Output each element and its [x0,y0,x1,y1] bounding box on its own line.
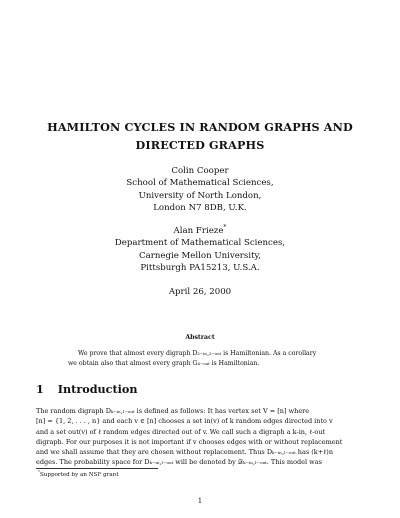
footnote-marker: * [223,224,227,232]
body-line: digraph. For our purposes it is not important if v chooses edges with or without replacement [36,437,343,446]
author-name-wrap [60,225,340,237]
body-line: edges. The probability space for Dₖ₋ᵢₙ,ₗ₋ₒᵤₜ will be denoted by 𝒟ₖ₋ᵢₙ,ₗ₋ₒᵤₜ. This model was [36,458,322,467]
author-name: Alan Frieze [173,226,224,236]
body-line: and we shall assume that they are chosen without replacement. Thus Dₖ₋ᵢₙ,ₗ₋ₒᵤₜ has (k+ℓ)n [36,448,334,457]
footnote-mark: * [38,469,40,475]
footnote-rule [36,468,158,469]
footnote [38,469,119,478]
affiliation-line: School of Mathematical Sciences, [126,178,274,189]
abstract-body [68,349,338,369]
page-number: 1 [197,497,203,505]
affiliation-line: Carnegie Mellon University, [139,250,261,261]
title-line-1: HAMILTON CYCLES IN RANDOM GRAPHS AND [47,120,353,134]
section-heading [36,382,137,396]
body-line: and a set out(v) of ℓ random edges directed out of v. We call such a digraph a k-in, ℓ-out [36,427,326,436]
abstract-line: We prove that almost every digraph D₂₋ᵢₙ,₂₋ₒᵤₜ is Hamiltonian. As a corollary [78,350,317,357]
author-block-1 [60,165,340,215]
affiliation-line: Pittsburgh PA15213, U.S.A. [140,263,260,274]
section-title: Introduction [57,382,138,396]
body-line: [n] = {1, 2, . . . , n} and each v ∈ [n] chooses a set in(v) of k random edges directed into v [36,417,333,426]
title-line-2: DIRECTED GRAPHS [135,138,265,152]
affiliation-line: London N7 8DB, U.K. [153,203,247,214]
body-paragraph [36,406,365,468]
affiliation-line: University of North London, [138,190,262,201]
abstract-line: we obtain also that almost every graph G₄₋ₒᵤₜ is Hamiltonian. [68,360,260,368]
affiliation-line: Department of Mathematical Sciences, [114,238,286,249]
footnote-text: Supported by an NSF grant [39,472,119,478]
author-block-2 [60,225,340,275]
abstract-heading: Abstract [185,334,215,341]
section-number: 1 [36,382,44,396]
author-name: Colin Cooper [171,166,229,176]
body-line: The random digraph Dₖ₋ᵢₙ,ₗ₋ₒᵤₜ is defined as follows: It has vertex set V = [n] where [36,407,310,415]
paper-date: April 26, 2000 [168,287,232,297]
paper-title [20,118,380,154]
